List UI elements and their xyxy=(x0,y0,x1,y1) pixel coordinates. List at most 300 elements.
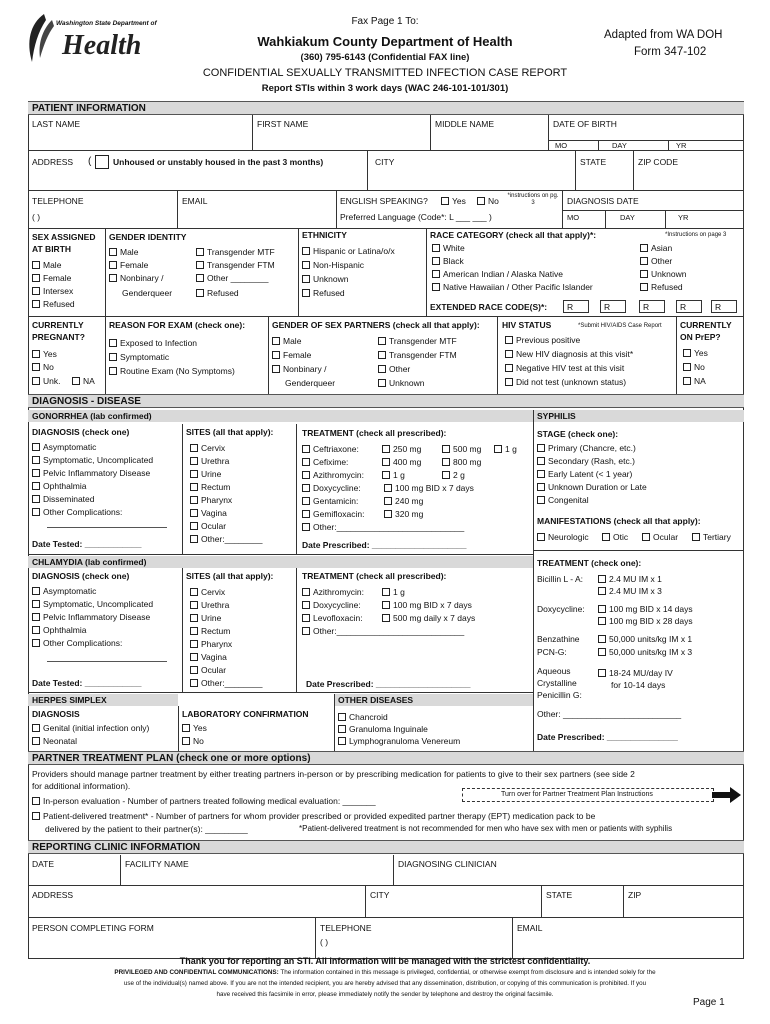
partner-nonbinary[interactable] xyxy=(272,363,326,376)
checkbox[interactable] xyxy=(32,797,40,805)
checkbox[interactable] xyxy=(640,244,648,252)
checkbox[interactable] xyxy=(378,379,386,387)
aqueous-opt[interactable] xyxy=(598,667,673,680)
checkbox[interactable] xyxy=(382,614,390,622)
gc-diag-title: DIAGNOSIS (check one) xyxy=(32,427,130,437)
checkbox[interactable] xyxy=(384,484,392,492)
race-code-4[interactable]: R xyxy=(676,300,702,313)
prep-yes[interactable] xyxy=(683,347,708,360)
checkbox[interactable] xyxy=(302,261,310,269)
checkbox[interactable] xyxy=(109,367,117,375)
partner-other[interactable] xyxy=(378,363,410,376)
checkbox[interactable] xyxy=(190,496,198,504)
partner-ftm[interactable] xyxy=(378,349,457,362)
checkbox[interactable] xyxy=(382,601,390,609)
other-granuloma[interactable] xyxy=(338,723,428,736)
aqueous-label: Aqueous xyxy=(537,666,571,676)
checkbox[interactable] xyxy=(109,353,117,361)
syph-primary[interactable] xyxy=(537,442,636,455)
gc-tx-cefix[interactable] xyxy=(302,456,348,469)
other-chancroid[interactable] xyxy=(338,711,388,724)
opt-text: 240 mg xyxy=(395,496,424,506)
gc-site-4[interactable] xyxy=(190,481,230,494)
gc-site-7[interactable] xyxy=(190,520,226,533)
checkbox[interactable] xyxy=(32,377,40,385)
gc-tx-ceft[interactable] xyxy=(302,443,359,456)
checkbox[interactable] xyxy=(302,484,310,492)
race-black[interactable] xyxy=(432,255,464,268)
sex-opt-female[interactable] xyxy=(32,272,71,285)
checkbox[interactable] xyxy=(32,737,40,745)
checkbox[interactable] xyxy=(537,444,545,452)
gender-nonbinary[interactable] xyxy=(109,272,163,285)
opt-text: Granuloma Inguinale xyxy=(349,724,428,734)
opt-text: Gentamicin: xyxy=(313,496,359,506)
partners-title: GENDER OF SEX PARTNERS (check all that apply): xyxy=(272,320,480,330)
race-other[interactable] xyxy=(640,255,672,268)
opt-text: No xyxy=(193,736,204,746)
eth-hispanic[interactable] xyxy=(302,245,395,258)
opt-text: Nonbinary / xyxy=(120,273,164,283)
gender-female[interactable] xyxy=(109,259,148,272)
ceft-500[interactable] xyxy=(442,443,481,456)
fax-phone: (360) 795-6143 (Confidential FAX line) xyxy=(300,52,470,63)
checkbox[interactable] xyxy=(32,363,40,371)
checkbox[interactable] xyxy=(302,275,310,283)
dx-yr: YR xyxy=(678,213,689,222)
opt-text: Ocular xyxy=(653,532,679,542)
gc-dx-4[interactable] xyxy=(32,480,86,493)
hiv-new[interactable] xyxy=(505,348,633,361)
ct-tx-other[interactable] xyxy=(302,625,464,638)
race-white[interactable] xyxy=(432,242,465,255)
checkbox[interactable] xyxy=(190,640,198,648)
race-nhpi[interactable] xyxy=(432,281,593,294)
opt-text: 1 g xyxy=(393,470,405,480)
partner-unknown[interactable] xyxy=(378,377,424,390)
gender-male[interactable] xyxy=(109,246,138,259)
checkbox[interactable] xyxy=(505,364,513,372)
checkbox[interactable] xyxy=(598,635,606,643)
ptp-in-person[interactable] xyxy=(32,795,376,808)
hsv-neonatal[interactable] xyxy=(32,735,77,748)
opt-text: 18-24 MU/day IV xyxy=(609,668,673,678)
gonorrhea-heading: GONORRHEA (lab confirmed) xyxy=(28,410,533,422)
checkbox[interactable] xyxy=(505,336,513,344)
checkbox[interactable] xyxy=(32,812,40,820)
syph-doxy-14[interactable] xyxy=(598,603,693,616)
opt-text: Yes xyxy=(694,348,708,358)
checkbox[interactable] xyxy=(190,535,198,543)
hsv-lab-no[interactable] xyxy=(182,735,204,748)
race-code-3[interactable]: R xyxy=(639,300,665,313)
checkbox[interactable] xyxy=(32,274,40,282)
checkbox[interactable] xyxy=(302,458,310,466)
checkbox[interactable] xyxy=(190,627,198,635)
checkbox[interactable] xyxy=(196,248,204,256)
checkbox[interactable] xyxy=(384,510,392,518)
race-aian[interactable] xyxy=(432,268,563,281)
gc-doxy-opt[interactable] xyxy=(384,482,474,495)
eth-unknown[interactable] xyxy=(302,273,348,286)
checkbox[interactable] xyxy=(190,653,198,661)
checkbox[interactable] xyxy=(72,377,80,385)
checkbox[interactable] xyxy=(32,443,40,451)
opt-text: Refused xyxy=(43,299,75,309)
sex-opt-male[interactable] xyxy=(32,259,61,272)
checkbox[interactable] xyxy=(190,470,198,478)
hsv-genital[interactable] xyxy=(32,722,149,735)
preg-na[interactable] xyxy=(72,375,95,388)
checkbox[interactable] xyxy=(302,601,310,609)
checkbox[interactable] xyxy=(196,261,204,269)
gender-mtf[interactable] xyxy=(196,246,275,259)
checkbox[interactable] xyxy=(302,523,310,531)
gc-site-3[interactable] xyxy=(190,468,221,481)
checkbox[interactable] xyxy=(32,724,40,732)
ceft-1g[interactable] xyxy=(494,443,517,456)
benz-x3[interactable] xyxy=(598,646,692,659)
manif-ocular[interactable] xyxy=(642,531,678,544)
checkbox[interactable] xyxy=(432,283,440,291)
hiv-previous[interactable] xyxy=(505,334,580,347)
prep-na[interactable] xyxy=(683,375,706,388)
checkbox[interactable] xyxy=(182,737,190,745)
opt-text: 400 mg xyxy=(393,457,422,467)
checkbox[interactable] xyxy=(196,274,204,282)
reason-routine[interactable] xyxy=(109,365,235,378)
checkbox[interactable] xyxy=(537,533,545,541)
ct-doxy-opt[interactable] xyxy=(382,599,472,612)
gc-site-8[interactable] xyxy=(190,533,262,546)
checkbox[interactable] xyxy=(378,365,386,373)
checkbox[interactable] xyxy=(302,445,310,453)
checkbox[interactable] xyxy=(598,669,606,677)
checkbox[interactable] xyxy=(32,350,40,358)
gc-site-1[interactable] xyxy=(190,442,225,455)
checkbox[interactable] xyxy=(190,483,198,491)
prep-title-2: ON PrEP? xyxy=(680,332,721,342)
ct-site-2[interactable] xyxy=(190,599,229,612)
gc-site-5[interactable] xyxy=(190,494,232,507)
checkbox[interactable] xyxy=(442,458,450,466)
checkbox[interactable] xyxy=(32,613,40,621)
hiv-not-tested[interactable] xyxy=(505,376,626,389)
ct-dx-2[interactable] xyxy=(32,598,153,611)
checkbox[interactable] xyxy=(505,378,513,386)
bicillin-x3[interactable] xyxy=(598,585,662,598)
ct-tx-azith[interactable] xyxy=(302,586,364,599)
checkbox[interactable] xyxy=(190,614,198,622)
checkbox[interactable] xyxy=(190,588,198,596)
ct-date-tested: Date Tested: ____________ xyxy=(32,678,142,688)
gc-tx-other[interactable] xyxy=(302,521,464,534)
gc-sites-title: SITES (all that apply): xyxy=(186,427,274,437)
gender-other[interactable] xyxy=(196,272,268,285)
gc-dx-1[interactable] xyxy=(32,441,96,454)
preferred-language: Preferred Language (Code*: L ___ ___ ) xyxy=(340,212,492,222)
eth-non-hispanic[interactable] xyxy=(302,259,364,272)
checkbox[interactable] xyxy=(602,533,610,541)
hsv-lab-yes[interactable] xyxy=(182,722,207,735)
dob-mo: MO xyxy=(555,141,568,150)
checkbox[interactable] xyxy=(190,444,198,452)
ct-site-1[interactable] xyxy=(190,586,225,599)
checkbox[interactable] xyxy=(494,445,502,453)
opt-text: Transgender MTF xyxy=(207,247,275,257)
checkbox[interactable] xyxy=(378,351,386,359)
ct-site-5[interactable] xyxy=(190,638,232,651)
benz-x1[interactable] xyxy=(598,633,692,646)
checkbox[interactable] xyxy=(537,470,545,478)
opt-text: 320 mg xyxy=(395,509,424,519)
checkbox[interactable] xyxy=(598,575,606,583)
opt-text: In-person evaluation - Number of partners treated following medical evaluation: _______ xyxy=(43,796,376,806)
checkbox[interactable] xyxy=(109,248,117,256)
manif-otic[interactable] xyxy=(602,531,628,544)
checkbox[interactable] xyxy=(338,713,346,721)
opt-text: Exposed to Infection xyxy=(120,338,198,348)
checkbox[interactable] xyxy=(537,457,545,465)
checkbox[interactable] xyxy=(109,274,117,282)
gender-ftm[interactable] xyxy=(196,259,275,272)
preg-unk[interactable] xyxy=(32,375,60,388)
gc-site-6[interactable] xyxy=(190,507,227,520)
checkbox[interactable] xyxy=(382,471,390,479)
ct-tx-levo[interactable] xyxy=(302,612,363,625)
checkbox[interactable] xyxy=(692,533,700,541)
checkbox[interactable] xyxy=(32,639,40,647)
opt-text: Symptomatic xyxy=(120,352,170,362)
ct-dx-1[interactable] xyxy=(32,585,96,598)
checkbox[interactable] xyxy=(302,614,310,622)
gc-dx-3[interactable] xyxy=(32,467,150,480)
penicillin-g-label: Penicillin G: xyxy=(537,690,582,700)
opt-text: No xyxy=(694,362,705,372)
checkbox[interactable] xyxy=(109,339,117,347)
syph-unknown[interactable] xyxy=(537,481,647,494)
english-yes[interactable] xyxy=(441,196,466,207)
gc-dx-6[interactable] xyxy=(32,506,122,519)
arrow-right-icon xyxy=(712,786,742,804)
checkbox[interactable] xyxy=(190,679,198,687)
checkbox[interactable] xyxy=(640,257,648,265)
gc-tx-gent[interactable] xyxy=(302,495,358,508)
opt-text: Hispanic or Latina/o/x xyxy=(313,246,395,256)
checkbox[interactable] xyxy=(272,337,280,345)
checkbox[interactable] xyxy=(432,244,440,252)
checkbox[interactable] xyxy=(302,247,310,255)
english-no[interactable] xyxy=(477,196,499,207)
checkbox[interactable] xyxy=(442,445,450,453)
checkbox[interactable] xyxy=(640,283,648,291)
syph-secondary[interactable] xyxy=(537,455,635,468)
checkbox[interactable] xyxy=(32,287,40,295)
checkbox[interactable] xyxy=(432,270,440,278)
ct-tx-doxy[interactable] xyxy=(302,599,361,612)
preg-yes[interactable] xyxy=(32,348,57,361)
checkbox[interactable] xyxy=(642,533,650,541)
checkbox[interactable] xyxy=(272,365,280,373)
eth-refused[interactable] xyxy=(302,287,345,300)
hiv-negative[interactable] xyxy=(505,362,624,375)
syph-doxy-28[interactable] xyxy=(598,615,693,628)
checkbox[interactable] xyxy=(109,261,117,269)
privileged-text-1: The information contained in this message is privileged, confidential, or otherwise exempt from disclosure and is intended solely for the xyxy=(280,969,656,976)
checkbox[interactable] xyxy=(505,350,513,358)
adapted-from: Adapted from WA DOH xyxy=(604,29,723,41)
sex-opt-intersex[interactable] xyxy=(32,285,73,298)
opt-text: Doxycycline: xyxy=(313,600,361,610)
checkbox[interactable] xyxy=(382,588,390,596)
opt-text: Neurologic xyxy=(548,532,589,542)
checkbox[interactable] xyxy=(182,724,190,732)
checkbox[interactable] xyxy=(598,648,606,656)
gender-refused[interactable] xyxy=(196,287,239,300)
checkbox[interactable] xyxy=(32,456,40,464)
partner-mtf[interactable] xyxy=(378,335,457,348)
reason-exposed[interactable] xyxy=(109,337,197,350)
bicillin-x1[interactable] xyxy=(598,573,662,586)
sex-opt-refused[interactable] xyxy=(32,298,75,311)
checkbox[interactable] xyxy=(302,497,310,505)
manif-neuro[interactable] xyxy=(537,531,589,544)
checkbox[interactable] xyxy=(598,617,606,625)
checkbox[interactable] xyxy=(196,289,204,297)
checkbox[interactable] xyxy=(338,725,346,733)
checkbox[interactable] xyxy=(442,471,450,479)
unhoused-checkbox[interactable] xyxy=(95,155,109,169)
checkbox[interactable] xyxy=(537,496,545,504)
checkbox[interactable] xyxy=(384,497,392,505)
ptp-patient-delivered[interactable] xyxy=(32,810,595,823)
pcng-label: PCN-G: xyxy=(537,647,567,657)
cefix-800[interactable] xyxy=(442,456,481,469)
checkbox[interactable] xyxy=(190,457,198,465)
checkbox[interactable] xyxy=(190,509,198,517)
checkbox[interactable] xyxy=(640,270,648,278)
opt-text: Black xyxy=(443,256,464,266)
checkbox[interactable] xyxy=(382,458,390,466)
instructions-pg3: *instructions on pg. 3 xyxy=(507,193,559,206)
checkbox[interactable] xyxy=(190,601,198,609)
ct-site-8[interactable] xyxy=(190,677,262,690)
gc-tx-doxy[interactable] xyxy=(302,482,361,495)
syph-manif-title: MANIFESTATIONS (check all that apply): xyxy=(537,516,701,526)
opt-text: NA xyxy=(694,376,706,386)
gc-gent-opt[interactable] xyxy=(384,495,423,508)
gc-dx-5[interactable] xyxy=(32,493,95,506)
checkbox[interactable] xyxy=(32,626,40,634)
diagnosis-heading: DIAGNOSIS - DISEASE xyxy=(28,394,744,408)
checkbox[interactable] xyxy=(302,627,310,635)
page-number: Page 1 xyxy=(693,997,725,1008)
race-code-1[interactable]: R xyxy=(563,300,589,313)
opt-text: Chancroid xyxy=(349,712,388,722)
partner-male[interactable] xyxy=(272,335,301,348)
checkbox[interactable] xyxy=(683,349,691,357)
checkbox[interactable] xyxy=(382,445,390,453)
checkbox[interactable] xyxy=(432,257,440,265)
logo-agency: Washington State Department of xyxy=(56,20,157,27)
prep-title-1: CURRENTLY xyxy=(680,320,732,330)
checkbox[interactable] xyxy=(272,351,280,359)
ct-levo-opt[interactable] xyxy=(382,612,475,625)
ceft-250[interactable] xyxy=(382,443,421,456)
ct-dx-3[interactable] xyxy=(32,611,150,624)
reason-symptomatic[interactable] xyxy=(109,351,169,364)
checkbox[interactable] xyxy=(190,666,198,674)
checkbox[interactable] xyxy=(302,588,310,596)
race-refused[interactable] xyxy=(640,281,683,294)
ct-dx-4[interactable] xyxy=(32,624,86,637)
checkbox[interactable] xyxy=(598,605,606,613)
cefix-400[interactable] xyxy=(382,456,421,469)
checkbox[interactable] xyxy=(302,471,310,479)
checkbox[interactable] xyxy=(32,600,40,608)
ct-azith-opt[interactable] xyxy=(382,586,405,599)
checkbox[interactable] xyxy=(537,483,545,491)
opt-text: Disseminated xyxy=(43,494,95,504)
syph-early-latent[interactable] xyxy=(537,468,632,481)
checkbox[interactable] xyxy=(302,289,310,297)
gc-tx-gemi[interactable] xyxy=(302,508,365,521)
ct-site-7[interactable] xyxy=(190,664,226,677)
checkbox[interactable] xyxy=(32,495,40,503)
checkbox[interactable] xyxy=(32,300,40,308)
other-lgv[interactable] xyxy=(338,735,460,748)
azith-2g[interactable] xyxy=(442,469,465,482)
race-code-2[interactable]: R xyxy=(600,300,626,313)
gc-gemi-opt[interactable] xyxy=(384,508,423,521)
partner-female[interactable] xyxy=(272,349,311,362)
checkbox[interactable] xyxy=(378,337,386,345)
last-name-label: LAST NAME xyxy=(32,119,81,129)
race-unknown[interactable] xyxy=(640,268,686,281)
checkbox[interactable] xyxy=(683,377,691,385)
race-code-5[interactable]: R xyxy=(711,300,737,313)
english-no-checkbox[interactable] xyxy=(477,197,485,205)
gc-tx-azith[interactable] xyxy=(302,469,364,482)
manif-tertiary[interactable] xyxy=(692,531,731,544)
checkbox[interactable] xyxy=(190,522,198,530)
gc-site-2[interactable] xyxy=(190,455,229,468)
syphilis-heading: SYPHILIS xyxy=(533,410,744,422)
ct-dx-5[interactable] xyxy=(32,637,122,650)
checkbox[interactable] xyxy=(302,510,310,518)
gc-dx-2[interactable] xyxy=(32,454,153,467)
race-asian[interactable] xyxy=(640,242,672,255)
preg-no[interactable] xyxy=(32,361,54,374)
checkbox[interactable] xyxy=(32,482,40,490)
azith-1g[interactable] xyxy=(382,469,405,482)
checkbox[interactable] xyxy=(598,587,606,595)
reason-check-one: (check one): xyxy=(194,320,246,330)
ct-site-6[interactable] xyxy=(190,651,227,664)
english-yes-checkbox[interactable] xyxy=(441,197,449,205)
checkbox[interactable] xyxy=(32,261,40,269)
syph-congenital[interactable] xyxy=(537,494,589,507)
ct-site-3[interactable] xyxy=(190,612,221,625)
clinic-city-label: CITY xyxy=(370,890,390,900)
checkbox[interactable] xyxy=(32,508,40,516)
checkbox[interactable] xyxy=(683,363,691,371)
checkbox[interactable] xyxy=(338,737,346,745)
ct-site-4[interactable] xyxy=(190,625,230,638)
checkbox[interactable] xyxy=(32,469,40,477)
checkbox[interactable] xyxy=(32,587,40,595)
prep-no[interactable] xyxy=(683,361,705,374)
